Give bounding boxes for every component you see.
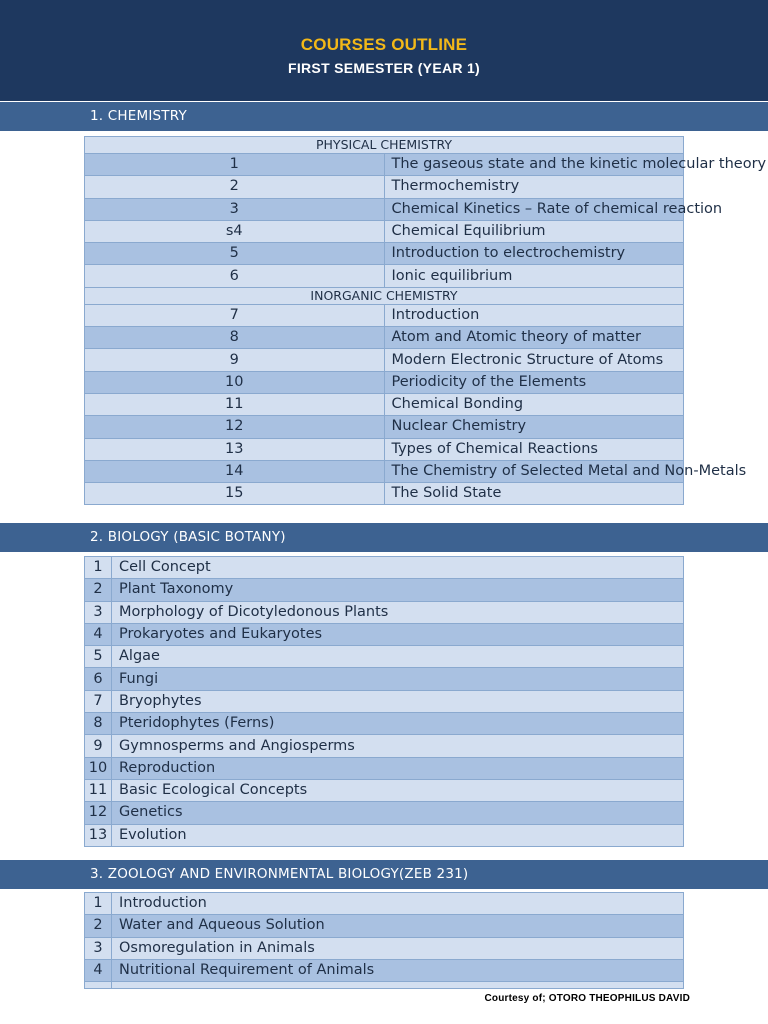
table-row [85,371,684,393]
row-number: 4 [85,623,112,645]
table-row [85,265,684,287]
row-topic: The Solid State [384,483,684,505]
row-number: 12 [85,416,385,438]
row-topic: Genetics [112,802,684,824]
section-heading-biology: 2. BIOLOGY (BASIC BOTANY) [0,523,768,552]
row-topic: Basic Ecological Concepts [112,779,684,801]
zoology-table [84,892,684,989]
row-topic: Osmoregulation in Animals [112,937,684,959]
row-number: 3 [85,937,112,959]
row-number: 13 [85,824,112,846]
row-number: 5 [85,646,112,668]
table-row [85,393,684,415]
row-topic: Plant Taxonomy [112,579,684,601]
row-topic: Chemical Kinetics – Rate of chemical reaction [384,198,684,220]
row-number: 11 [85,779,112,801]
page-header [0,0,768,101]
row-number: 2 [85,579,112,601]
subheading-inorganic-chemistry: INORGANIC CHEMISTRY [85,287,684,304]
row-topic: Pteridophytes (Ferns) [112,713,684,735]
row-number: 3 [85,198,385,220]
table-row [85,601,684,623]
courtesy-credit: Courtesy of; OTORO THEOPHILUS DAVID [484,993,690,1004]
table-row-empty [85,982,684,989]
row-number: 10 [85,371,385,393]
row-topic: Nuclear Chemistry [384,416,684,438]
table-row [85,824,684,846]
row-topic: Chemical Bonding [384,393,684,415]
row-topic: Evolution [112,824,684,846]
table-row [85,646,684,668]
row-number: 1 [85,557,112,579]
row-number: 2 [85,915,112,937]
row-number [85,982,112,989]
row-number: 7 [85,304,385,326]
table-row [85,198,684,220]
row-topic: Water and Aqueous Solution [112,915,684,937]
row-topic: Cell Concept [112,557,684,579]
table-row [85,959,684,981]
row-topic: Prokaryotes and Eukaryotes [112,623,684,645]
row-topic: Types of Chemical Reactions [384,438,684,460]
table-row [85,668,684,690]
row-number: 1 [85,893,112,915]
table-row [85,557,684,579]
row-number: s4 [85,220,385,242]
subheading-physical-chemistry: PHYSICAL CHEMISTRY [85,137,684,154]
table-row [85,154,684,176]
row-number: 6 [85,668,112,690]
row-number: 2 [85,176,385,198]
row-number: 10 [85,757,112,779]
row-topic: Nutritional Requirement of Animals [112,959,684,981]
table-row [85,438,684,460]
row-number: 12 [85,802,112,824]
row-number: 9 [85,735,112,757]
table-row [85,416,684,438]
row-number: 13 [85,438,385,460]
section-heading-chemistry: 1. CHEMISTRY [0,102,768,131]
table-row [85,757,684,779]
table-row [85,623,684,645]
row-number: 11 [85,393,385,415]
row-topic: Introduction [384,304,684,326]
chemistry-table [84,136,767,505]
table-row [85,460,684,482]
row-topic: Gymnosperms and Angiosperms [112,735,684,757]
row-number: 3 [85,601,112,623]
table-row [85,579,684,601]
page-title: COURSES OUTLINE [300,35,468,54]
row-topic: Bryophytes [112,690,684,712]
table-row [85,483,684,505]
table-row [85,220,684,242]
table-row [85,327,684,349]
table-row [85,937,684,959]
row-topic: The Chemistry of Selected Metal and Non-Metals [384,460,684,482]
table-row [85,713,684,735]
row-topic: Introduction to electrochemistry [384,243,684,265]
row-number: 8 [85,713,112,735]
table-row [85,690,684,712]
row-number: 5 [85,243,385,265]
table-row [85,802,684,824]
row-topic: Morphology of Dicotyledonous Plants [112,601,684,623]
biology-table [84,556,684,847]
row-number: 7 [85,690,112,712]
row-topic: Thermochemistry [384,176,684,198]
subheading-row [85,287,684,304]
page-subtitle: FIRST SEMESTER (YEAR 1) [287,60,481,76]
row-topic: Modern Electronic Structure of Atoms [384,349,684,371]
table-row [85,893,684,915]
table-row [85,304,684,326]
section-heading-zoology: 3. ZOOLOGY AND ENVIRONMENTAL BIOLOGY(ZEB 231) [0,860,768,889]
row-topic: Ionic equilibrium [384,265,684,287]
row-topic: Periodicity of the Elements [384,371,684,393]
row-number: 6 [85,265,385,287]
row-topic: Fungi [112,668,684,690]
row-topic: Atom and Atomic theory of matter [384,327,684,349]
table-row [85,176,684,198]
row-topic: Reproduction [112,757,684,779]
table-row [85,779,684,801]
row-topic: Chemical Equilibrium [384,220,684,242]
subheading-row [85,137,684,154]
row-number: 1 [85,154,385,176]
row-number: 14 [85,460,385,482]
table-row [85,243,684,265]
row-number: 15 [85,483,385,505]
table-row [85,349,684,371]
row-topic: Algae [112,646,684,668]
table-row [85,915,684,937]
row-topic: Introduction [112,893,684,915]
row-number: 8 [85,327,385,349]
row-number: 9 [85,349,385,371]
row-topic: The gaseous state and the kinetic molecular theory [384,154,684,176]
row-number: 4 [85,959,112,981]
table-row [85,735,684,757]
row-topic [112,982,684,989]
